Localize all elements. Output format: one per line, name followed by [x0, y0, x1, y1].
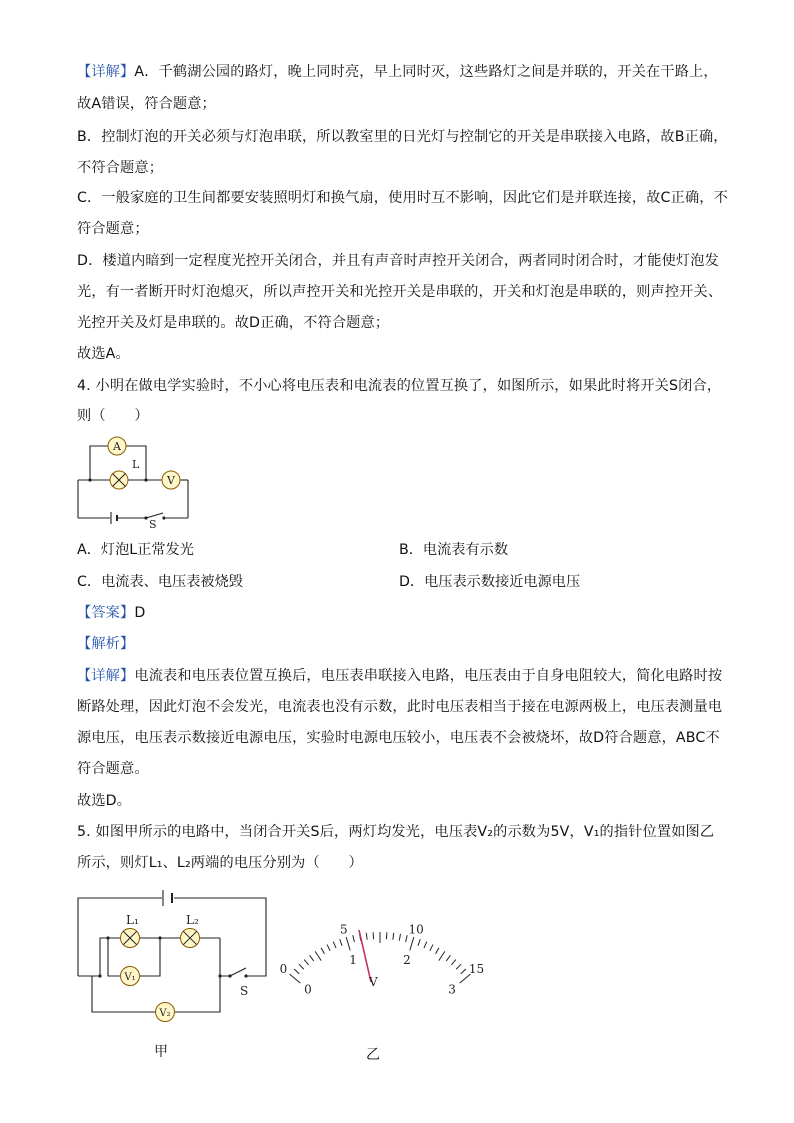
q3-conclusion: 故选A。	[77, 346, 130, 362]
q3-detail-line-1	[77, 62, 718, 82]
dial-outer-scale-label: 5	[340, 922, 348, 937]
q4-analysis-tag: 【解析】	[77, 636, 135, 652]
svg-text:L₁: L₁	[126, 913, 139, 927]
q4-option-a[interactable]: A．灯泡L正常发光	[77, 542, 194, 558]
dial-outer-scale-label: 10	[408, 922, 424, 937]
dial-tick	[399, 934, 400, 941]
dial-tick	[346, 937, 350, 950]
q4-option-d[interactable]: D．电压表示数接近电源电压	[399, 574, 581, 590]
caption-jia: 甲	[154, 1044, 168, 1060]
answer-value: D	[134, 605, 146, 621]
q3-detail-line-5: C．一般家庭的卫生间都要安装照明灯和换气扇，使用时互不影响，因此它们是并联连接，故C正确，不	[77, 190, 728, 206]
q4-detail-line-1	[77, 666, 722, 686]
q3-detail-text: A．千鹤湖公园的路灯，晚上同时亮，早上同时灭，这些路灯之间是并联的，开关在干路上，	[134, 64, 718, 80]
svg-text:V₂: V₂	[159, 1008, 171, 1019]
dial-tick	[290, 974, 301, 983]
svg-text:L₂: L₂	[186, 913, 199, 927]
voltmeter-v1-icon	[121, 967, 140, 986]
lamp-icon	[110, 458, 140, 489]
q3-detail-line-2: 故A错误，符合题意；	[77, 96, 216, 112]
q4-option-c[interactable]: C．电流表、电压表被烧毁	[77, 574, 243, 590]
dial-inner-scale-label: 2	[403, 952, 411, 967]
dial-inner-scale-label: 1	[349, 952, 357, 967]
q4-conclusion: 故选D。	[77, 793, 132, 809]
caption-yi: 乙	[366, 1047, 380, 1063]
svg-text:V₁: V₁	[124, 972, 136, 983]
lamp-l2-icon	[181, 913, 200, 948]
q4-stem-line-2: 则（ ）	[77, 408, 149, 424]
voltmeter-v2-icon	[156, 1003, 175, 1022]
dial-tick	[406, 935, 408, 942]
dial-tick	[299, 964, 304, 969]
q4-detail-line-2: 断路处理，因此灯泡不会发光，电流表也没有示数，此时电压表相当于接在电源两极上，电压表测量电	[77, 699, 723, 715]
switch-label: S	[149, 518, 157, 531]
q4-stem-line-1: 4. 小明在做电学实验时，不小心将电压表和电流表的位置互换了，如图所示，如果此时将开关S闭合，	[77, 378, 722, 394]
q3-detail-line-6: 符合题意；	[77, 221, 149, 237]
dial-tick	[446, 955, 450, 961]
dial-tick	[451, 960, 455, 965]
ammeter-icon	[108, 437, 126, 455]
dial-tick	[327, 945, 330, 951]
dial-inner-scale-label: 0	[304, 982, 312, 997]
svg-text:V: V	[167, 474, 175, 487]
q5-stem-line-2: 所示，则灯L₁、L₂两端的电压分别为（ ）	[77, 855, 363, 871]
dial-tick	[461, 969, 466, 974]
dial-tick	[430, 945, 433, 951]
detail-tag: 【详解】	[77, 64, 135, 80]
q5-stem-line-1: 5. 如图甲所示的电路中，当闭合开关S后，两灯均发光，电压表V₂的示数为5V，V₁的指针位置如图乙	[77, 824, 715, 840]
dial-tick	[294, 969, 299, 974]
q4-option-b[interactable]: B．电流表有示数	[399, 542, 509, 558]
dial-tick	[310, 955, 314, 961]
voltmeter-icon	[162, 471, 180, 489]
detail-tag: 【详解】	[77, 668, 135, 684]
q4-circuit-diagram	[74, 434, 194, 531]
dial-outer-scale-label: 15	[468, 962, 485, 977]
switch-label: S	[240, 984, 249, 998]
dial-tick	[410, 937, 414, 950]
dial-tick	[393, 933, 394, 940]
dial-tick	[321, 948, 325, 954]
answer-tag: 【答案】	[77, 605, 135, 621]
q3-detail-line-9: 光控开关及灯是串联的。故D正确，不符合题意；	[77, 315, 390, 331]
dial-inner-scale-label: 3	[448, 982, 456, 997]
dial-tick	[353, 935, 355, 942]
svg-text:L: L	[132, 458, 140, 471]
q3-detail-line-3: B．控制灯泡的开关必须与灯泡串联，所以教室里的日光灯与控制它的开关是串联接入电路，故B正确，	[77, 129, 728, 145]
dial-tick	[366, 933, 367, 940]
dial-outer-scale-label: 0	[279, 962, 288, 977]
dial-tick	[456, 964, 461, 969]
q5-voltmeter-dial-yi	[276, 900, 485, 997]
q4-detail-text: 电流表和电压表位置互换后，电压表串联接入电路，电压表由于自身电阻较大，简化电路时按	[134, 668, 723, 684]
q4-answer	[77, 603, 145, 623]
dial-tick	[439, 951, 445, 960]
q3-detail-line-7: D．楼道内暗到一定程度光控开关闭合，并且有声音时声控开关闭合，两者同时闭合时，才能使灯泡发	[77, 253, 719, 269]
dial-tick	[418, 939, 420, 946]
q4-detail-line-4: 符合题意。	[77, 761, 149, 777]
lamp-l1-icon	[121, 913, 140, 948]
dial-unit-label: V	[369, 975, 378, 989]
dial-tick	[424, 942, 427, 948]
dial-tick	[340, 939, 342, 946]
dial-tick	[315, 951, 321, 960]
q4-detail-line-3: 源电压，电压表示数接近电源电压，实验时电源电压较小，电压表不会被烧坏，故D符合题意，ABC不	[77, 730, 720, 746]
dial-tick	[436, 948, 440, 954]
svg-text:A: A	[113, 440, 121, 453]
q5-circuit-jia	[70, 880, 275, 1030]
dial-tick	[304, 960, 308, 965]
dial-tick	[333, 942, 336, 948]
q3-detail-line-8: 光，有一者断开时灯泡熄灭，所以声控开关和光控开关是串联的，开关和灯泡是串联的，则声控开关、	[77, 284, 723, 300]
q3-detail-line-4: 不符合题意；	[77, 160, 164, 176]
